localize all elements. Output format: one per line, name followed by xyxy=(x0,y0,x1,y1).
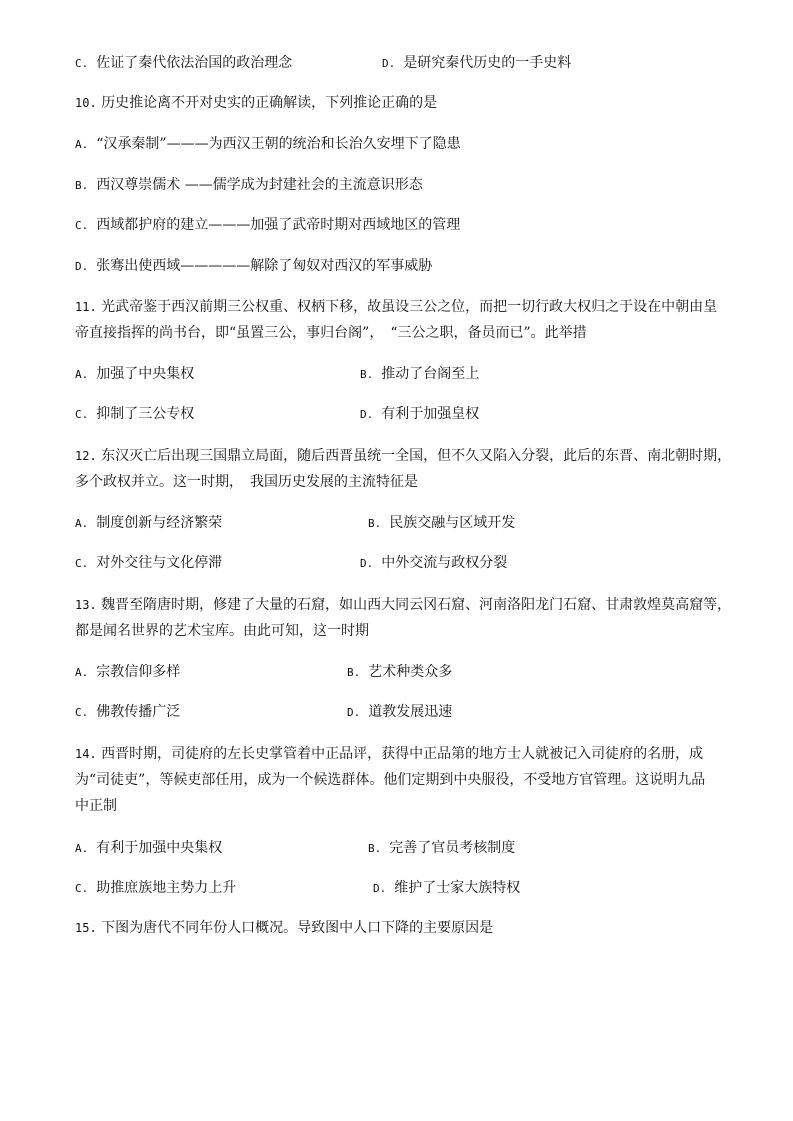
q9-option-d xyxy=(382,53,571,74)
option-text: 中外交流与政权分裂 xyxy=(381,555,508,571)
question-number: 13. xyxy=(75,598,97,612)
option-text: 西汉尊崇儒术 ——儒学成为封建社会的主流意识形态 xyxy=(96,177,423,193)
option-letter: A. xyxy=(75,666,89,679)
option-letter: A. xyxy=(75,368,89,381)
option-text: 道教发展迅速 xyxy=(368,704,453,720)
q9-option-c xyxy=(75,53,292,74)
option-text: 佐证了秦代依法治国的政治理念 xyxy=(96,55,293,71)
option-text: 有利于加强中央集权 xyxy=(96,840,223,856)
q11-stem-line-2: 帝直接指挥的尚书台，即“虽置三公，事归台阁”， “三公之职，备员而已”。此举措 xyxy=(75,325,587,341)
q14-option-a xyxy=(75,838,222,859)
q11-option-b xyxy=(360,364,479,385)
option-text: 有利于加强皇权 xyxy=(381,406,480,422)
option-text: 佛教传播广泛 xyxy=(96,704,181,720)
q15-stem xyxy=(75,918,733,938)
q11-option-d xyxy=(360,404,479,425)
option-text: 宗教信仰多样 xyxy=(96,664,181,680)
option-letter: D. xyxy=(347,706,361,719)
question-text: 下图为唐代不同年份人口概况。导致图中人口下降的主要原因是 xyxy=(101,920,494,936)
q10-option-d xyxy=(75,256,432,277)
q10-stem xyxy=(75,93,733,113)
q10-option-b xyxy=(75,175,423,196)
option-text: 推动了台阁至上 xyxy=(381,366,480,382)
q13-option-a xyxy=(75,662,180,683)
q13-option-b xyxy=(347,662,452,683)
q13-stem-line-2: 都是闻名世界的艺术宝库。由此可知，这一时期 xyxy=(75,623,369,639)
option-text: 张骞出使西域—————解除了匈奴对西汉的军事威胁 xyxy=(96,258,433,274)
option-letter: B. xyxy=(347,666,361,679)
q14-option-b xyxy=(368,838,515,859)
option-letter: B. xyxy=(75,179,89,192)
option-text: 西域都护府的建立———加强了武帝时期对西域地区的管理 xyxy=(96,217,461,233)
q12-option-c xyxy=(75,553,222,574)
option-text: 助推庶族地主势力上升 xyxy=(96,880,237,896)
option-letter: D. xyxy=(382,57,396,70)
q12-option-a xyxy=(75,513,222,534)
option-text: 艺术种类众多 xyxy=(368,664,453,680)
q11-option-a xyxy=(75,364,194,385)
option-text: 加强了中央集权 xyxy=(96,366,195,382)
option-text: 维护了士家大族特权 xyxy=(394,880,521,896)
q12-stem-line-2: 多个政权并立。这一时期， 我国历史发展的主流特征是 xyxy=(75,474,418,490)
option-text: 完善了官员考核制度 xyxy=(389,840,516,856)
q12-stem-line-1 xyxy=(75,446,733,466)
option-text: “汉承秦制”———为西汉王朝的统治和长治久安埋下了隐患 xyxy=(96,136,461,152)
option-letter: B. xyxy=(360,368,374,381)
q14-option-c xyxy=(75,878,236,899)
option-text: 对外交往与文化停滞 xyxy=(96,555,223,571)
option-letter: D. xyxy=(360,408,374,421)
option-letter: D. xyxy=(360,557,374,570)
q12-option-d xyxy=(360,553,507,574)
q14-stem-line-3: 中正制 xyxy=(75,798,117,814)
option-letter: A. xyxy=(75,138,89,151)
option-letter: C. xyxy=(75,219,89,232)
option-letter: A. xyxy=(75,517,89,530)
q13-option-c xyxy=(75,702,180,723)
q13-stem-line-1 xyxy=(75,595,733,615)
question-text: 东汉灭亡后出现三国鼎立局面，随后西晋虽统一全国，但不久又陷入分裂，此后的东晋、南北朝时期， xyxy=(101,448,732,464)
option-letter: D. xyxy=(373,882,387,895)
option-letter: C. xyxy=(75,882,89,895)
question-text: 光武帝鉴于西汉前期三公权重、权柄下移，故虽设三公之位，而把一切行政大权归之于设在中朝由皇 xyxy=(101,299,718,315)
q11-stem-line-1 xyxy=(75,297,733,317)
question-text: 魏晋至隋唐时期，修建了大量的石窟，如山西大同云冈石窟、河南洛阳龙门石窟、甘肃敦煌莫高窟等， xyxy=(101,597,732,613)
question-text: 西晋时期，司徒府的左长史掌管着中正品评，获得中正品第的地方士人就被记入司徒府的名册，成 xyxy=(101,746,704,762)
option-letter: C. xyxy=(75,706,89,719)
option-text: 抑制了三公专权 xyxy=(96,406,195,422)
question-text: 历史推论离不开对史实的正确解读，下列推论正确的是 xyxy=(101,95,438,111)
option-text: 民族交融与区域开发 xyxy=(389,515,516,531)
question-number: 15. xyxy=(75,921,97,935)
q10-option-c xyxy=(75,215,460,236)
question-number: 10. xyxy=(75,96,97,110)
q13-option-d xyxy=(347,702,452,723)
question-number: 11. xyxy=(75,300,97,314)
question-number: 12. xyxy=(75,449,97,463)
question-number: 14. xyxy=(75,747,97,761)
option-letter: B. xyxy=(368,517,382,530)
q14-option-d xyxy=(373,878,520,899)
q11-option-c xyxy=(75,404,194,425)
q12-option-b xyxy=(368,513,515,534)
q14-stem-line-2: 为“司徒吏”，等候吏部任用，成为一个候选群体。他们定期到中央服役，不受地方官管理。这说明九品 xyxy=(75,772,706,788)
q10-option-a xyxy=(75,134,461,155)
q14-stem-line-1 xyxy=(75,744,733,764)
option-letter: C. xyxy=(75,557,89,570)
option-letter: D. xyxy=(75,260,89,273)
option-letter: B. xyxy=(368,842,382,855)
option-letter: A. xyxy=(75,842,89,855)
option-text: 制度创新与经济繁荣 xyxy=(96,515,223,531)
option-letter: C. xyxy=(75,57,89,70)
option-letter: C. xyxy=(75,408,89,421)
option-text: 是研究秦代历史的一手史料 xyxy=(403,55,572,71)
